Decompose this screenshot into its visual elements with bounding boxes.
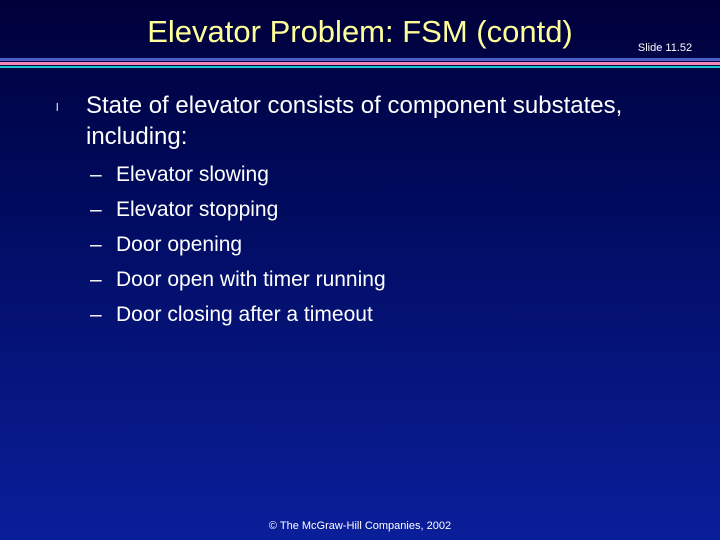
dash-marker: –	[90, 198, 102, 221]
main-bullet-text: State of elevator consists of component substates, including:	[86, 92, 623, 150]
list-item-text: Door open with timer running	[116, 268, 386, 291]
list-item-text: Door opening	[116, 233, 243, 256]
title-rule-cyan	[0, 66, 720, 68]
title-rule-blue	[0, 58, 720, 61]
list-item	[90, 162, 650, 197]
substate-list	[90, 162, 650, 337]
dash-marker: –	[90, 268, 102, 291]
list-item	[90, 197, 650, 232]
list-item	[90, 232, 650, 267]
list-item-text: Door closing after a timeout	[116, 303, 373, 326]
dash-marker: –	[90, 233, 102, 256]
list-item-text: Elevator slowing	[116, 163, 269, 186]
list-item	[90, 267, 650, 302]
dash-marker: –	[90, 303, 102, 326]
list-item-text: Elevator stopping	[116, 198, 279, 221]
bullet-marker: l	[56, 102, 59, 114]
list-item	[90, 302, 650, 337]
slide-number: Slide 11.52	[637, 42, 693, 54]
slide-title: Elevator Problem: FSM (contd)	[147, 14, 573, 49]
dash-marker: –	[90, 163, 102, 186]
copyright-footer: © The McGraw-Hill Companies, 2002	[268, 520, 452, 532]
title-rule-pink	[0, 62, 720, 65]
